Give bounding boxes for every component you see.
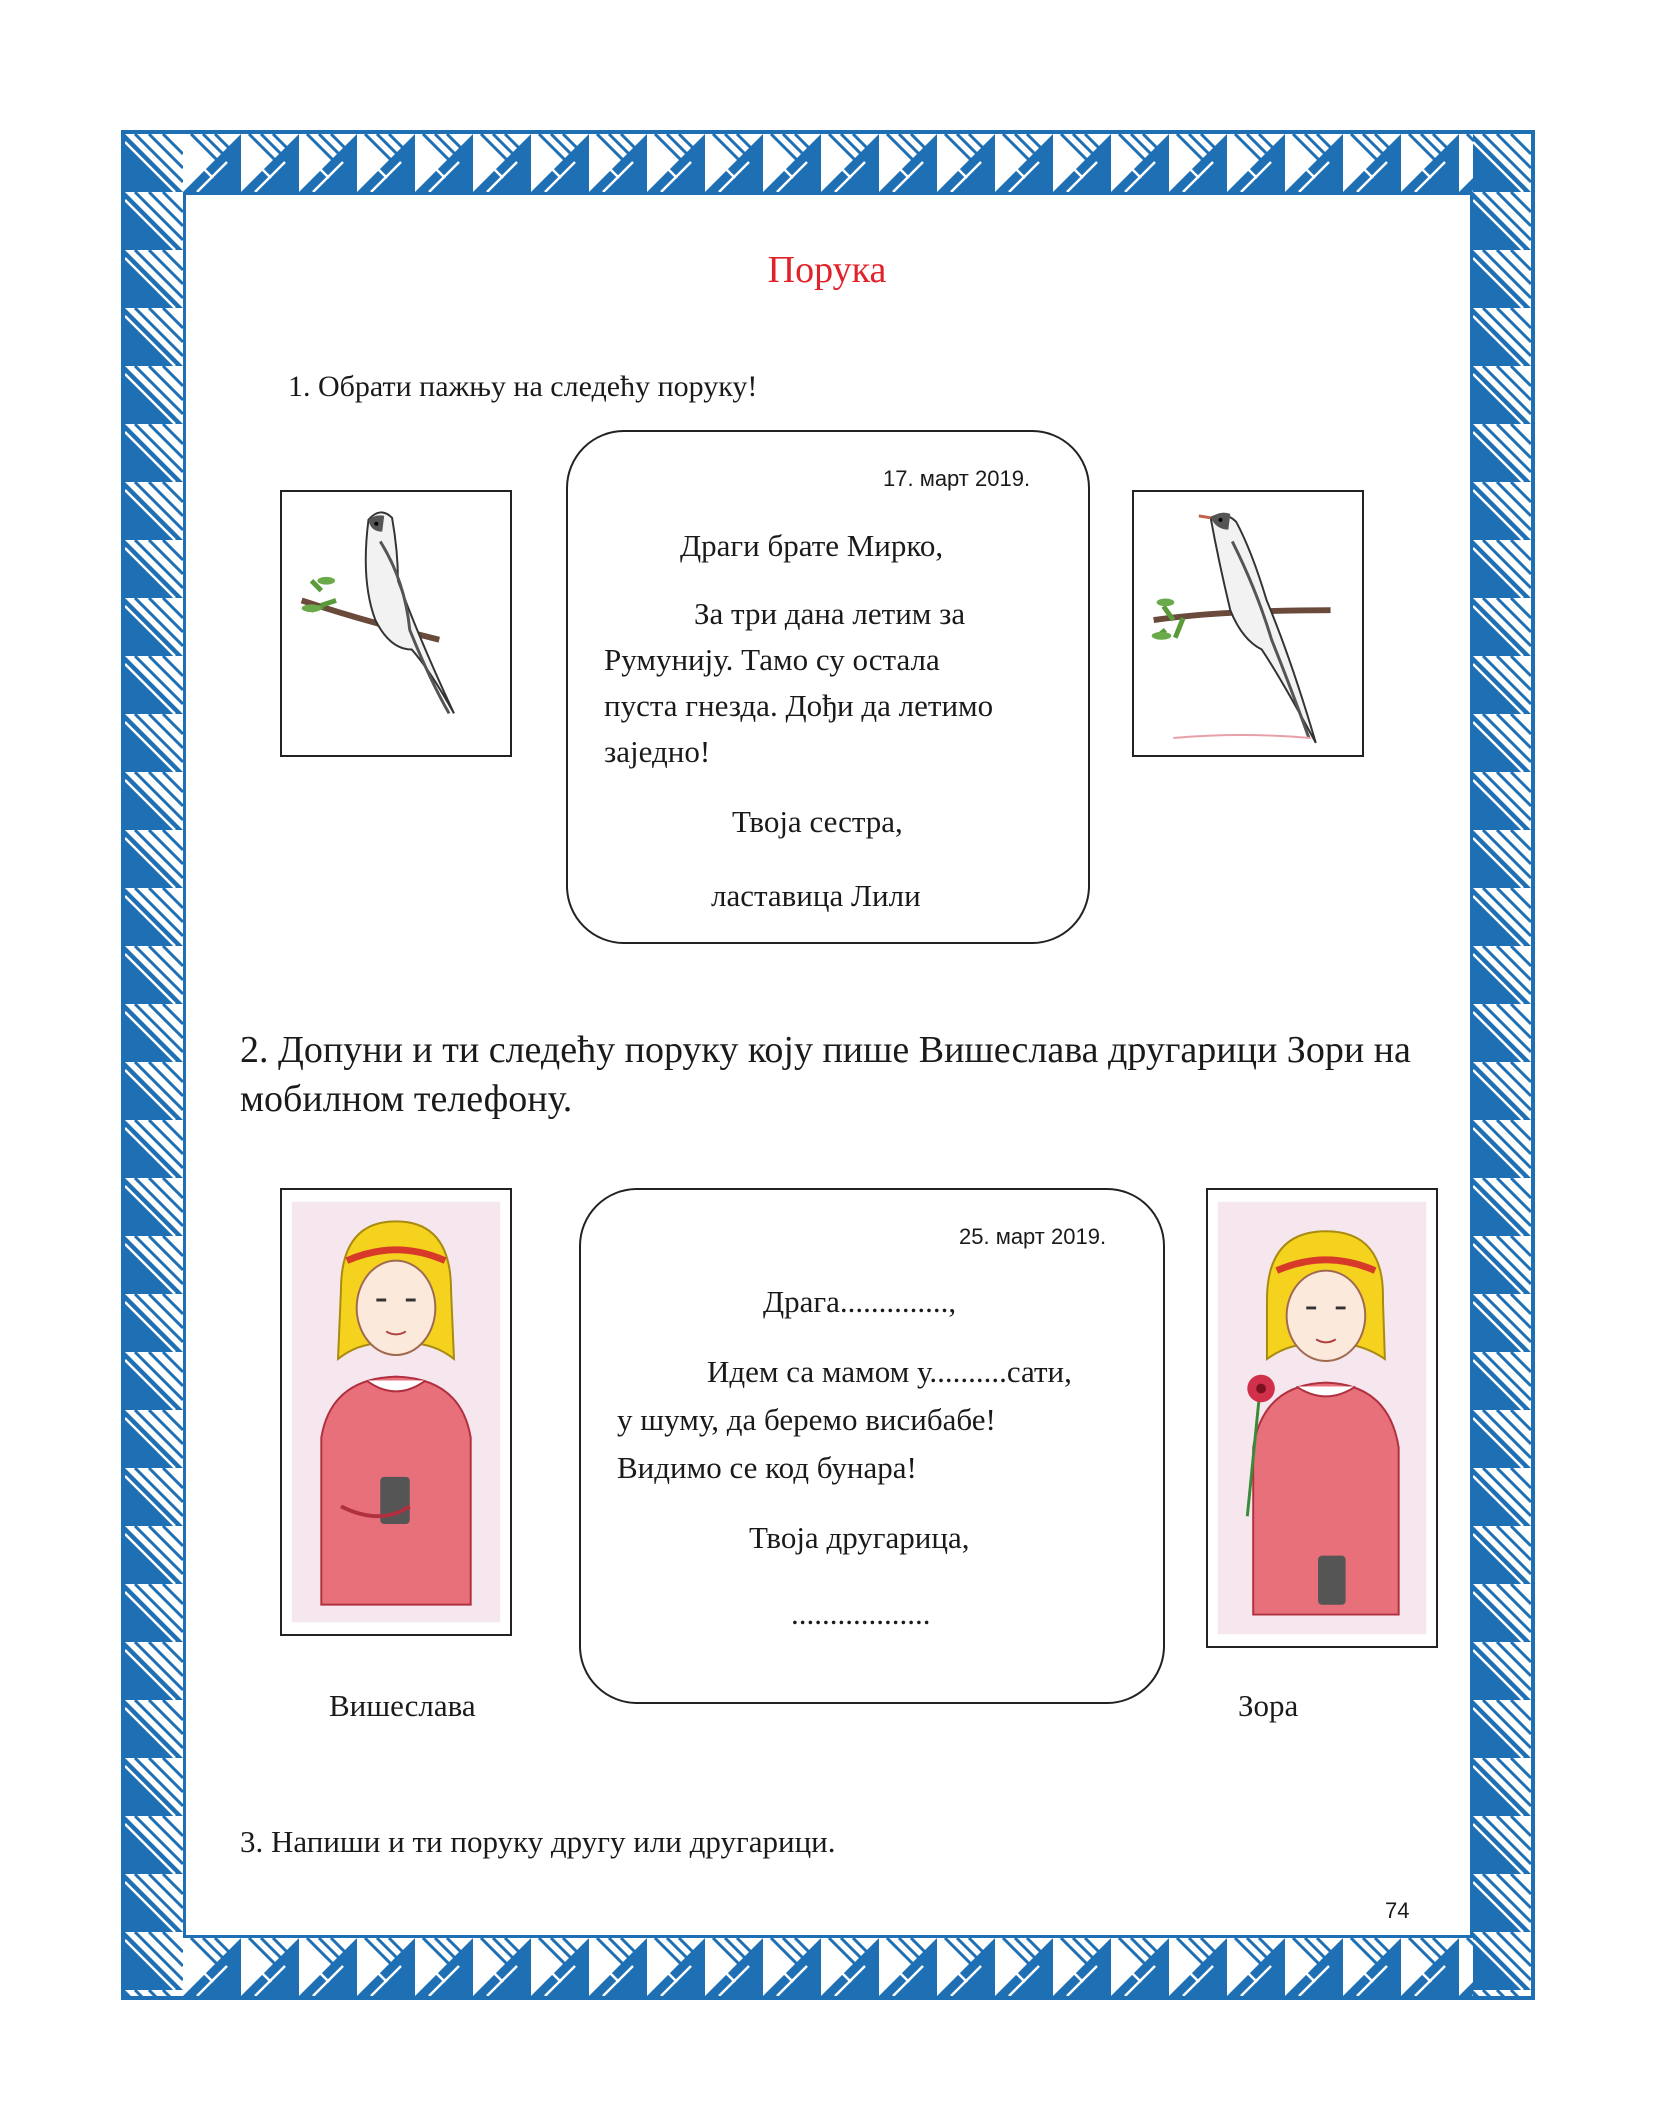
border-pattern-top [125, 134, 1531, 192]
message-card-phone [579, 1188, 1165, 1704]
message-body-line: Видимо се код бунара! [617, 1450, 917, 1485]
message-signature: .................. [791, 1596, 931, 1631]
visheslava-illustration [280, 1188, 512, 1636]
girl-with-flower-icon [1208, 1190, 1436, 1646]
message-body-line: Идем са мамом у..........сати, [707, 1354, 1072, 1389]
message-closing: Твоја сестра, [732, 804, 903, 839]
message-greeting: Драги брате Мирко, [680, 528, 944, 563]
caption-visheslava: Вишеслава [329, 1688, 476, 1723]
message-body-line: пуста гнезда. Дођи да летимо [604, 688, 994, 723]
border-pattern-right [1473, 134, 1531, 1996]
swallow-left-illustration [280, 490, 512, 757]
message-card-swallow [566, 430, 1090, 944]
page-title: Порука [767, 249, 887, 291]
message-date: 25. март 2019. [959, 1224, 1107, 1249]
message-closing: Твоја другарица, [749, 1520, 970, 1555]
swallow-icon [1134, 492, 1362, 755]
message-date: 17. март 2019. [883, 466, 1031, 491]
task2-instruction: 2. Допуни и ти следећу поруку коју пише Вишеслава другарици Зори на мобилном телефону. [240, 1029, 1411, 1120]
zora-illustration [1206, 1188, 1438, 1648]
task3-instruction: 3. Напиши и ти поруку другу или другарици. [240, 1824, 836, 1859]
message-body-line: Румунију. Тамо су остала [604, 642, 940, 677]
task1-instruction: 1. Обрати пажњу на следећу поруку! [288, 370, 758, 403]
message-body-line: у шуму, да беремо висибабе! [617, 1402, 996, 1437]
swallow-right-illustration [1132, 490, 1364, 757]
border-pattern-bottom [125, 1938, 1531, 1996]
message-body-line: заједно! [604, 734, 711, 769]
message-greeting: Драга.............., [763, 1284, 957, 1319]
border-pattern-left [125, 134, 183, 1996]
page-number: 74 [1385, 1898, 1410, 1923]
message-signature: ластавица Лили [711, 878, 921, 913]
caption-zora: Зора [1238, 1688, 1299, 1723]
message-body-line: За три дана летим за [694, 596, 966, 631]
girl-with-phone-icon [282, 1190, 510, 1634]
swallow-icon [282, 492, 510, 755]
